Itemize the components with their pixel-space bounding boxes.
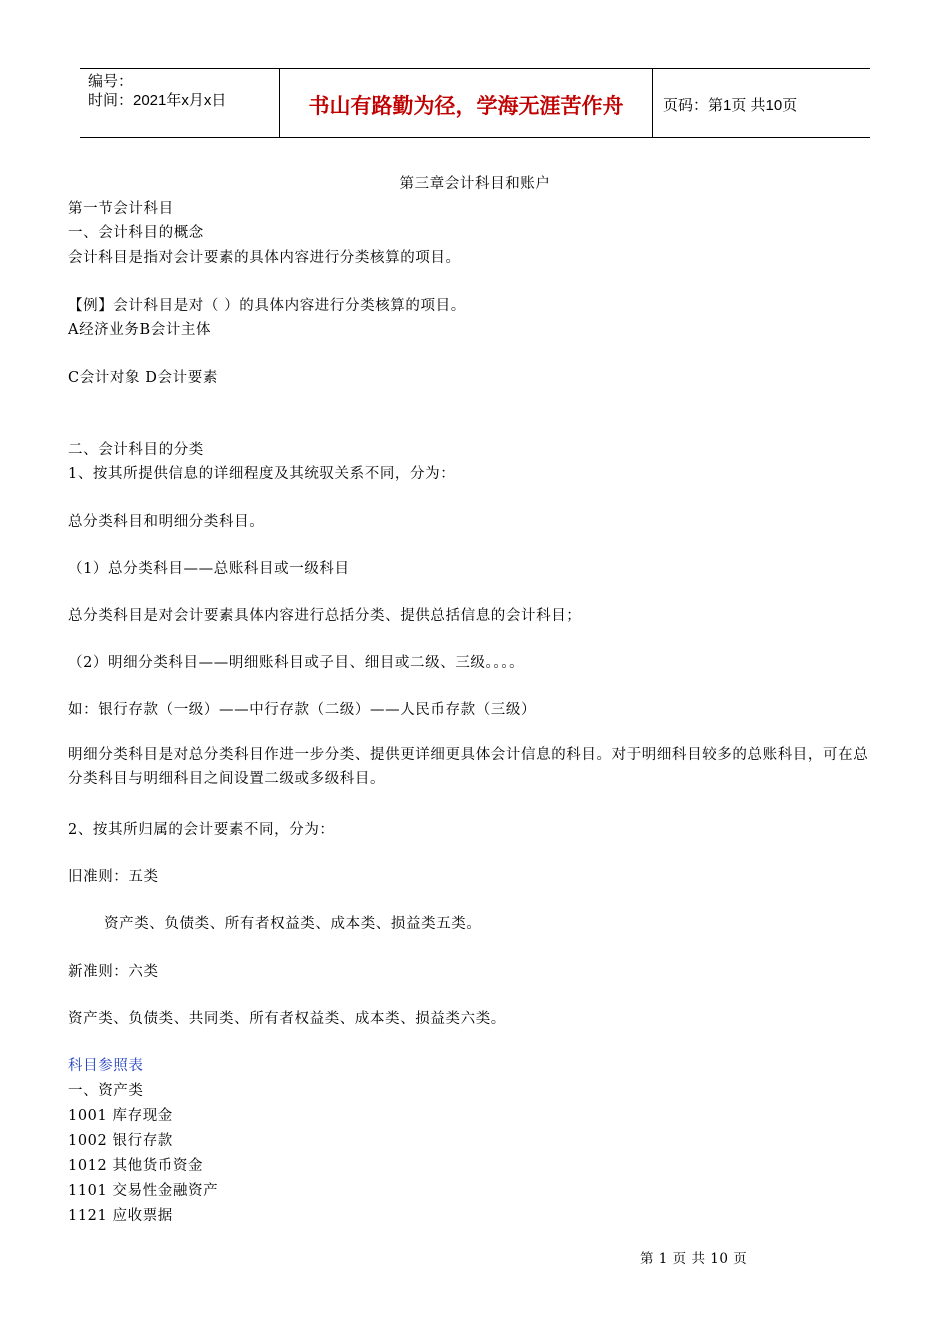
item-subsidiary-example: 如：银行存款（一级）——中行存款（二级）——人民币存款（三级） bbox=[68, 702, 537, 718]
chapter-title: 第三章会计科目和账户 bbox=[399, 176, 551, 192]
date-label: 时间：2021年x月x日 bbox=[88, 92, 227, 109]
reference-table-link[interactable]: 科目参照表 bbox=[68, 1058, 144, 1074]
classification-1-result: 总分类科目和明细分类科目。 bbox=[68, 514, 265, 530]
subsection-concept: 一、会计科目的概念 bbox=[68, 225, 204, 241]
account-item: 1002 银行存款 bbox=[68, 1133, 173, 1149]
asset-heading: 一、资产类 bbox=[68, 1083, 144, 1099]
old-rule-list: 资产类、负债类、所有者权益类、成本类、损益类五类。 bbox=[104, 916, 482, 932]
subsection-classification: 二、会计科目的分类 bbox=[68, 442, 204, 458]
item-general-ledger-desc: 总分类科目是对会计要素具体内容进行总括分类、提供总括信息的会计科目； bbox=[68, 608, 582, 624]
account-item: 1001 库存现金 bbox=[68, 1108, 173, 1124]
item-general-ledger: （1）总分类科目——总账科目或一级科目 bbox=[68, 561, 350, 577]
account-item: 1121 应收票据 bbox=[68, 1208, 173, 1224]
item-subsidiary-ledger: （2）明细分类科目——明细账科目或子目、细目或二级、三级。。。。 bbox=[68, 655, 525, 671]
header-page-label: 页码：第1页 共10页 bbox=[663, 96, 798, 114]
definition-text: 会计科目是指对会计要素的具体内容进行分类核算的项目。 bbox=[68, 250, 461, 266]
classification-2-intro: 2、按其所归属的会计要素不同，分为： bbox=[68, 822, 335, 838]
header-meta bbox=[80, 69, 280, 137]
example-question: 【例】会计科目是对（ ）的具体内容进行分类核算的项目。 bbox=[68, 298, 466, 314]
old-rule: 旧准则：五类 bbox=[68, 869, 159, 885]
section-title: 第一节会计科目 bbox=[68, 201, 174, 217]
classification-1-intro: 1、按其所提供信息的详细程度及其统驭关系不同，分为： bbox=[68, 466, 456, 482]
example-option-cd: C会计对象 D会计要素 bbox=[68, 370, 218, 386]
example-option-ab: A经济业务B会计主体 bbox=[68, 322, 212, 338]
number-label: 编号： bbox=[88, 73, 134, 90]
account-item: 1101 交易性金融资产 bbox=[68, 1183, 219, 1199]
page-footer: 第 1 页 共 10 页 bbox=[640, 1251, 748, 1267]
document-header bbox=[80, 68, 870, 138]
new-rule: 新准则：六类 bbox=[68, 964, 159, 980]
header-motto: 书山有路勤为径，学海无涯苦作舟 bbox=[280, 69, 653, 137]
item-subsidiary-desc: 明细分类科目是对总分类科目作进一步分类、提供更详细更具体会计信息的科目。对于明细科目较多的总账科目，可在总分类科目与明细科目之间设置二级或多级科目。 bbox=[68, 747, 869, 787]
account-item: 1012 其他货币资金 bbox=[68, 1158, 204, 1174]
new-rule-list: 资产类、负债类、共同类、所有者权益类、成本类、损益类六类。 bbox=[68, 1011, 506, 1027]
